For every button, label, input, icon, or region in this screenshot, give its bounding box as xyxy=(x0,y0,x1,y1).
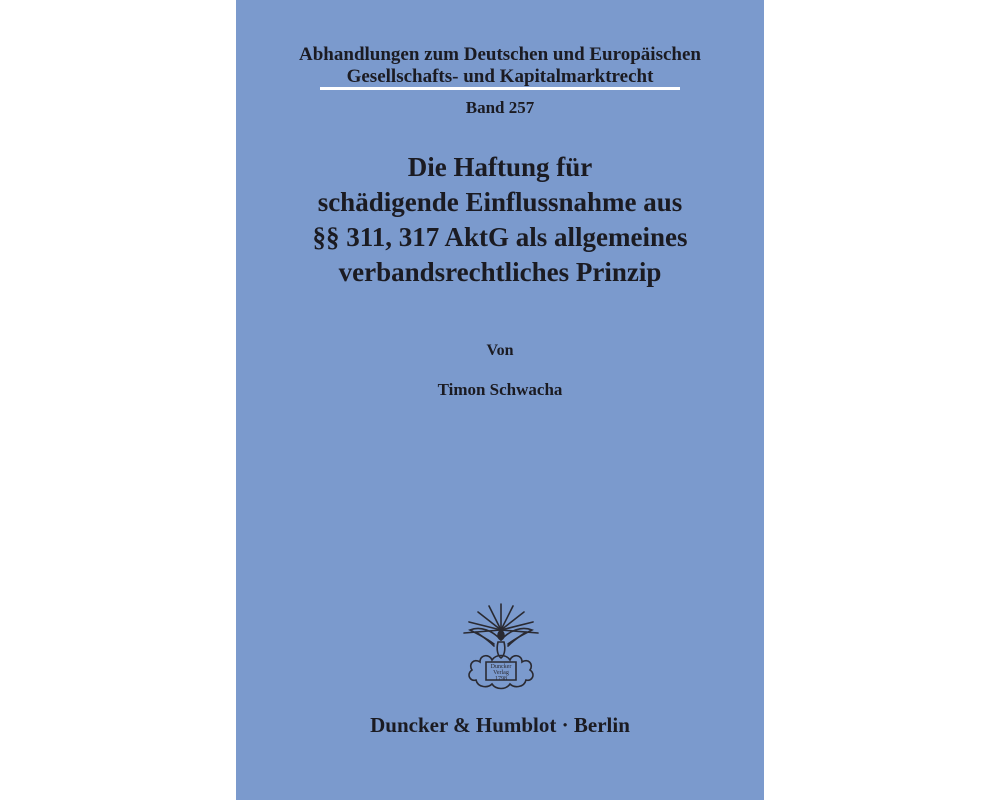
book-title-line-4: verbandsrechtliches Prinzip xyxy=(338,257,662,287)
series-title-line-1: Abhandlungen zum Deutschen und Europäischen xyxy=(299,44,701,65)
series-title xyxy=(236,44,764,88)
author-name: Timon Schwacha xyxy=(437,380,563,399)
volume-number: Band 257 xyxy=(465,98,535,117)
logo-text-line-3: 1798 xyxy=(495,676,507,682)
book-title-line-3: §§ 311, 317 AktG als allgemeines xyxy=(312,222,688,252)
book-cover xyxy=(236,0,764,800)
byline-von: Von xyxy=(486,342,514,359)
book-title xyxy=(236,150,764,290)
series-divider xyxy=(320,87,680,90)
book-title-line-2: schädigende Einflussnahme aus xyxy=(317,187,683,217)
phoenix-emblem-icon xyxy=(456,600,546,692)
book-title-line-1: Die Haftung für xyxy=(407,152,593,182)
logo-text-line-1: Duncker xyxy=(490,664,512,670)
series-title-line-2: Gesellschafts- und Kapitalmarktrecht xyxy=(346,66,654,87)
logo-text-line-2: Verlag xyxy=(493,670,509,676)
publisher-name: Duncker & Humblot · Berlin xyxy=(370,713,630,737)
